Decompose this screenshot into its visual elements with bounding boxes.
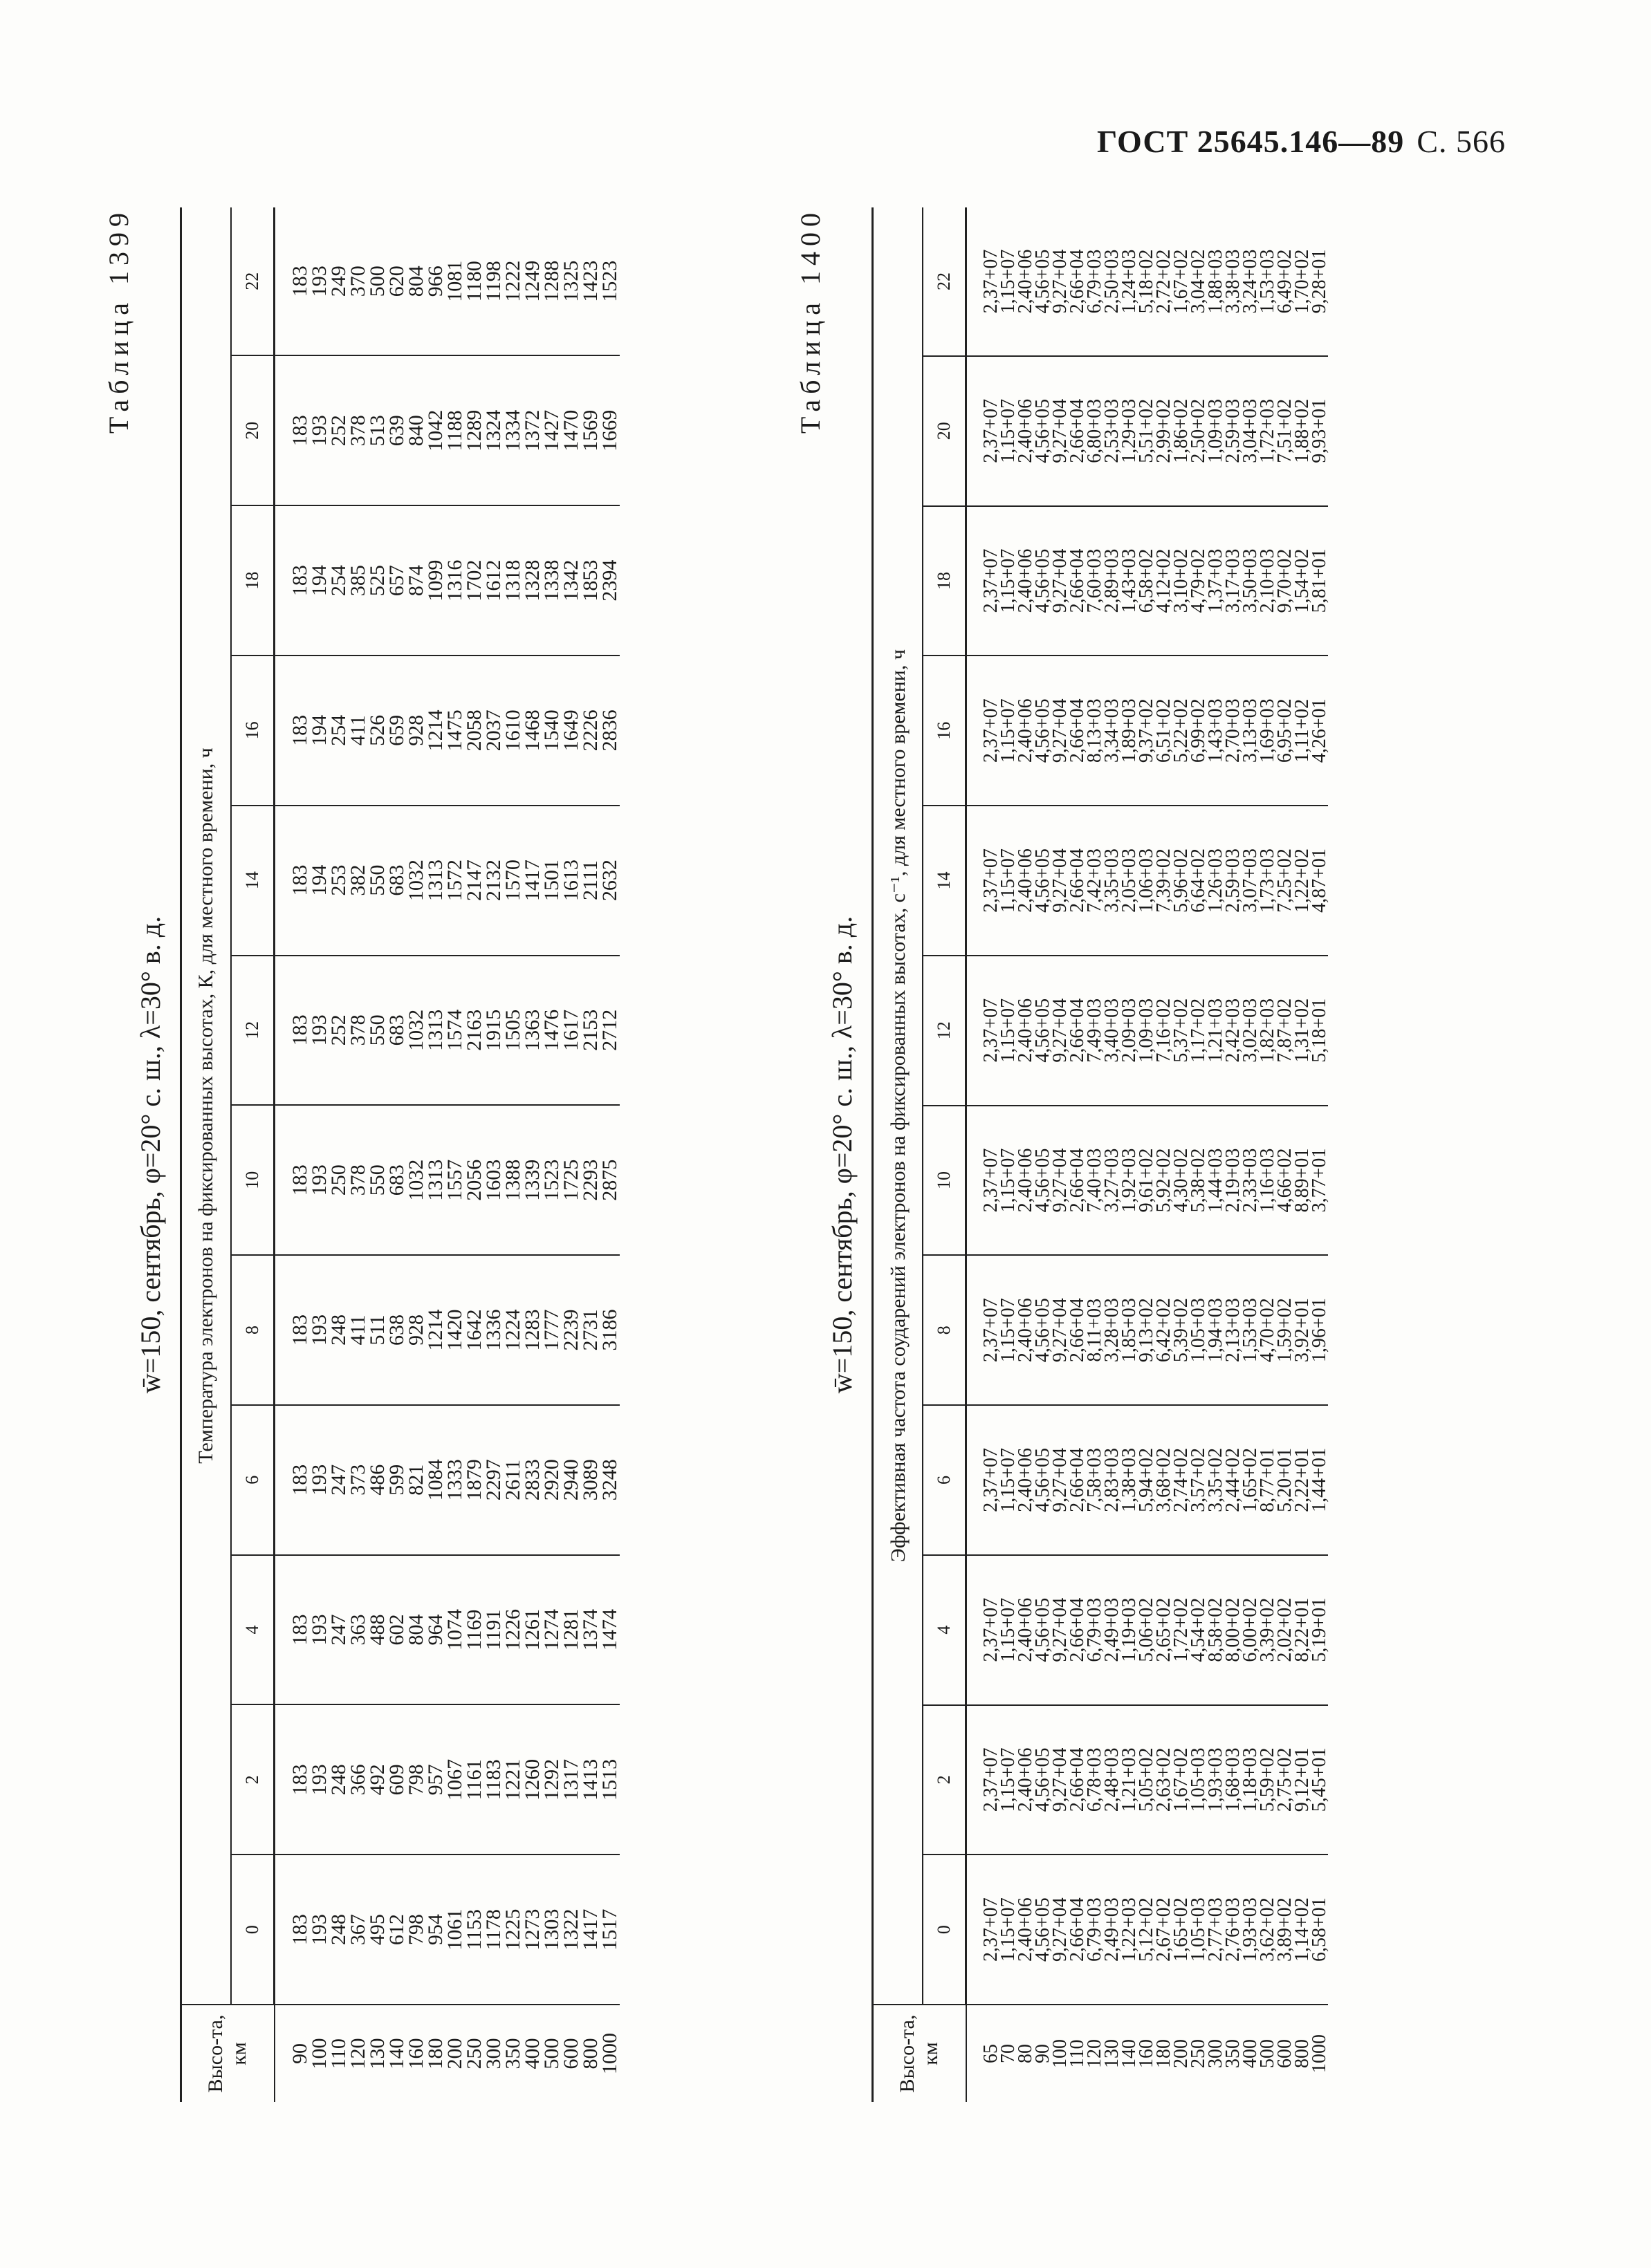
hour-header: 20 (231, 355, 275, 505)
hour-header: 10 (923, 1106, 966, 1256)
value-column: 183 193 250 378 550 683 1032 1313 1557 2056 1603 1388 1339 1523 1725 2293 2875 (275, 1105, 620, 1255)
hour-header: 22 (231, 207, 275, 355)
table-row (275, 207, 620, 2102)
hour-header: 18 (231, 505, 275, 656)
hour-header: 12 (923, 956, 966, 1106)
hour-header: 0 (231, 1855, 275, 2005)
hour-header: 6 (231, 1405, 275, 1555)
value-column: 2,37+07 1,15+07 2,40+06 4,56+05 9,27+04 2,66+04 6,79+03 2,49+03 1,19+03 5,06+02 2,65+02 1,72+02 4,54+02 8,58+02 8,00+02 6,00+02 3,39+02 2,02+02 8,22+01 5,19+01 (966, 1555, 1329, 1705)
value-column: 2,37+07 1,15+07 2,40+06 4,56+05 9,27+04 2,66+04 6,78+03 2,48+03 1,21+03 5,05+02 2,63+02 1,67+02 1,05+03 1,93+03 1,68+03 1,18+03 5,59+02 2,75+02 9,12+01 5,45+01 (966, 1705, 1329, 1855)
hour-header: 4 (231, 1555, 275, 1705)
value-column: 183 193 247 373 486 599 821 1084 1333 1879 2297 2611 2833 2920 2940 3089 3248 (275, 1405, 620, 1555)
value-column: 183 193 248 411 511 638 928 1214 1420 1642 1336 1224 1283 1777 2239 2731 3186 (275, 1255, 620, 1405)
table-caption: w̄=150, сентябрь, φ=20° с. ш., λ=30° в. д. (827, 915, 858, 1394)
hour-header: 6 (923, 1405, 966, 1555)
value-column: 2,37+07 1,15+07 2,40+06 4,56+05 9,27+04 2,66+04 7,42+03 3,35+03 2,05+03 1,06+03 7,39+02 5,96+02 6,64+02 1,26+03 2,59+03 3,07+03 1,73+03 7,25+02 1,22+02 4,87+01 (966, 806, 1329, 956)
value-column: 183 193 252 378 513 639 840 1042 1188 1289 1324 1334 1372 1427 1470 1569 1669 (275, 355, 620, 505)
value-column: 183 193 249 370 500 620 804 966 1081 1180 1198 1222 1249 1288 1325 1423 1523 (275, 207, 620, 355)
value-column: 183 194 253 382 550 683 1032 1313 1572 2147 2132 1570 1417 1501 1613 2111 2632 (275, 806, 620, 956)
hour-header: 20 (923, 356, 966, 506)
height-header: Высо-та, км (181, 2005, 275, 2102)
hour-header: 8 (923, 1255, 966, 1405)
hours-row (231, 207, 275, 2102)
value-column: 2,37+07 1,15+07 2,40+06 4,56+05 9,27+04 2,66+04 7,40+03 3,27+03 1,92+03 9,61+02 5,92+02 4,30+02 5,38+02 1,44+03 2,19+03 2,33+03 1,16+03 4,66+02 8,89+01 3,77+01 (966, 1106, 1329, 1256)
heights-column: 90 100 110 120 130 140 160 180 200 250 300 350 400 500 600 800 1000 (288, 2033, 621, 2074)
hour-header: 10 (231, 1105, 275, 1255)
table-1399-block (104, 207, 685, 2102)
value-column: 2,37+07 1,15+07 2,40+06 4,56+05 9,27+04 2,66+04 7,60+03 2,89+03 1,43+03 6,58+02 4,12+02 3,10+02 4,79+02 1,37+03 3,17+03 3,50+03 2,10+03 9,70+02 1,54+02 5,81+01 (966, 506, 1329, 656)
value-column: 183 194 254 411 526 659 928 1214 1475 2058 2037 1610 1468 1540 1649 2226 2836 (275, 656, 620, 806)
hour-header: 8 (231, 1255, 275, 1405)
heights-column: 65 70 80 90 100 110 120 130 140 160 180 200 250 300 350 400 500 600 800 1000 (979, 2034, 1330, 2073)
hour-header: 14 (923, 806, 966, 956)
hour-header: 0 (923, 1855, 966, 2005)
hour-header: 14 (231, 806, 275, 956)
table-caption: w̄=150, сентябрь, φ=20° с. ш., λ=30° в. д. (135, 915, 166, 1394)
table-1400-block (795, 207, 1515, 2102)
value-column: 2,37+07 1,15+07 2,40+06 4,56+05 9,27+04 2,66+04 6,80+03 2,53+03 1,29+03 5,51+02 2,99+02 1,86+02 2,50+02 1,09+03 2,59+03 3,04+03 1,72+03 7,51+02 1,88+02 9,93+01 (966, 356, 1329, 506)
hour-header: 2 (231, 1704, 275, 1855)
value-column: 183 194 254 385 525 657 874 1099 1316 1702 1612 1318 1328 1338 1342 1853 2394 (275, 505, 620, 656)
gost-number: ГОСТ 25645.146—89 (1096, 124, 1405, 159)
value-column: 183 193 248 367 495 612 798 954 1061 1153 1178 1225 1273 1303 1322 1417 1517 (275, 1855, 620, 2005)
table-label: Таблица 1399 (103, 207, 134, 434)
group-header: Эффективная частота соударений электронов на фиксированных высотах, с⁻¹, для местного времени, ч (873, 207, 923, 2005)
value-column: 183 193 248 366 492 609 798 957 1067 1161 1183 1221 1260 1292 1317 1413 1513 (275, 1704, 620, 1855)
value-column: 183 193 252 378 550 683 1032 1313 1574 2163 1915 1505 1363 1476 1617 2153 2712 (275, 956, 620, 1106)
height-header: Высо-та, км (873, 2005, 966, 2102)
hour-header: 22 (923, 207, 966, 356)
hour-header: 16 (231, 656, 275, 806)
page-number: С. 566 (1417, 124, 1506, 159)
value-column: 2,37+07 1,15+07 2,40+06 4,56+05 9,27+04 2,66+04 6,79+03 2,49+03 1,22+03 5,12+02 2,67+02 1,65+02 1,05+03 2,77+03 2,76+03 1,93+03 3,62+02 3,89+02 1,14+02 6,58+01 (966, 1855, 1329, 2005)
hour-header: 12 (231, 956, 275, 1106)
value-column: 2,37+07 1,15+07 2,40+06 4,56+05 9,27+04 2,66+04 8,11+03 3,28+03 1,85+03 9,13+02 6,42+02 5,39+02 1,05+03 1,94+03 2,13+03 1,53+03 4,70+02 1,59+02 3,92+01 1,96+01 (966, 1255, 1329, 1405)
table-row (966, 207, 1329, 2102)
data-table (871, 207, 1328, 2102)
value-column: 2,37+07 1,15+07 2,40+06 4,56+05 9,27+04 2,66+04 6,79+03 2,50+03 1,24+03 5,18+02 2,72+02 1,67+02 3,04+02 1,88+03 3,38+03 3,24+03 1,53+03 6,49+02 1,70+02 9,28+01 (966, 207, 1329, 356)
data-table (180, 207, 620, 2102)
value-column: 2,37+07 1,15+07 2,40+06 4,56+05 9,27+04 2,66+04 7,58+03 2,83+03 1,38+03 5,94+02 3,68+02 2,74+02 3,57+02 3,35+02 2,44+02 1,65+02 8,77+01 5,20+01 2,22+01 1,44+01 (966, 1405, 1329, 1555)
hour-header: 16 (923, 656, 966, 806)
group-header: Температура электронов на фиксированных высотах, К, для местного времени, ч (181, 207, 232, 2005)
hour-header: 2 (923, 1705, 966, 1855)
hour-header: 4 (923, 1555, 966, 1705)
value-column: 2,37+07 1,15+07 2,40+06 4,56+05 9,27+04 2,66+04 8,13+03 3,34+03 1,89+03 9,37+02 6,51+02 5,22+02 6,99+02 1,43+03 2,70+03 3,13+03 1,69+03 6,95+02 1,11+02 4,26+01 (966, 656, 1329, 806)
hour-header: 18 (923, 506, 966, 656)
value-column: 2,37+07 1,15+07 2,40+06 4,56+05 9,27+04 2,66+04 7,49+03 3,40+03 2,09+03 1,09+03 7,16+02 5,37+02 1,17+02 1,21+03 2,42+03 3,02+03 1,82+03 7,87+02 1,31+02 5,18+01 (966, 956, 1329, 1106)
table-label: Таблица 1400 (795, 207, 826, 434)
value-column: 183 193 247 363 488 602 804 964 1074 1169 1191 1226 1261 1274 1281 1374 1474 (275, 1555, 620, 1705)
hours-row (923, 207, 966, 2102)
page-header (1097, 123, 1506, 160)
